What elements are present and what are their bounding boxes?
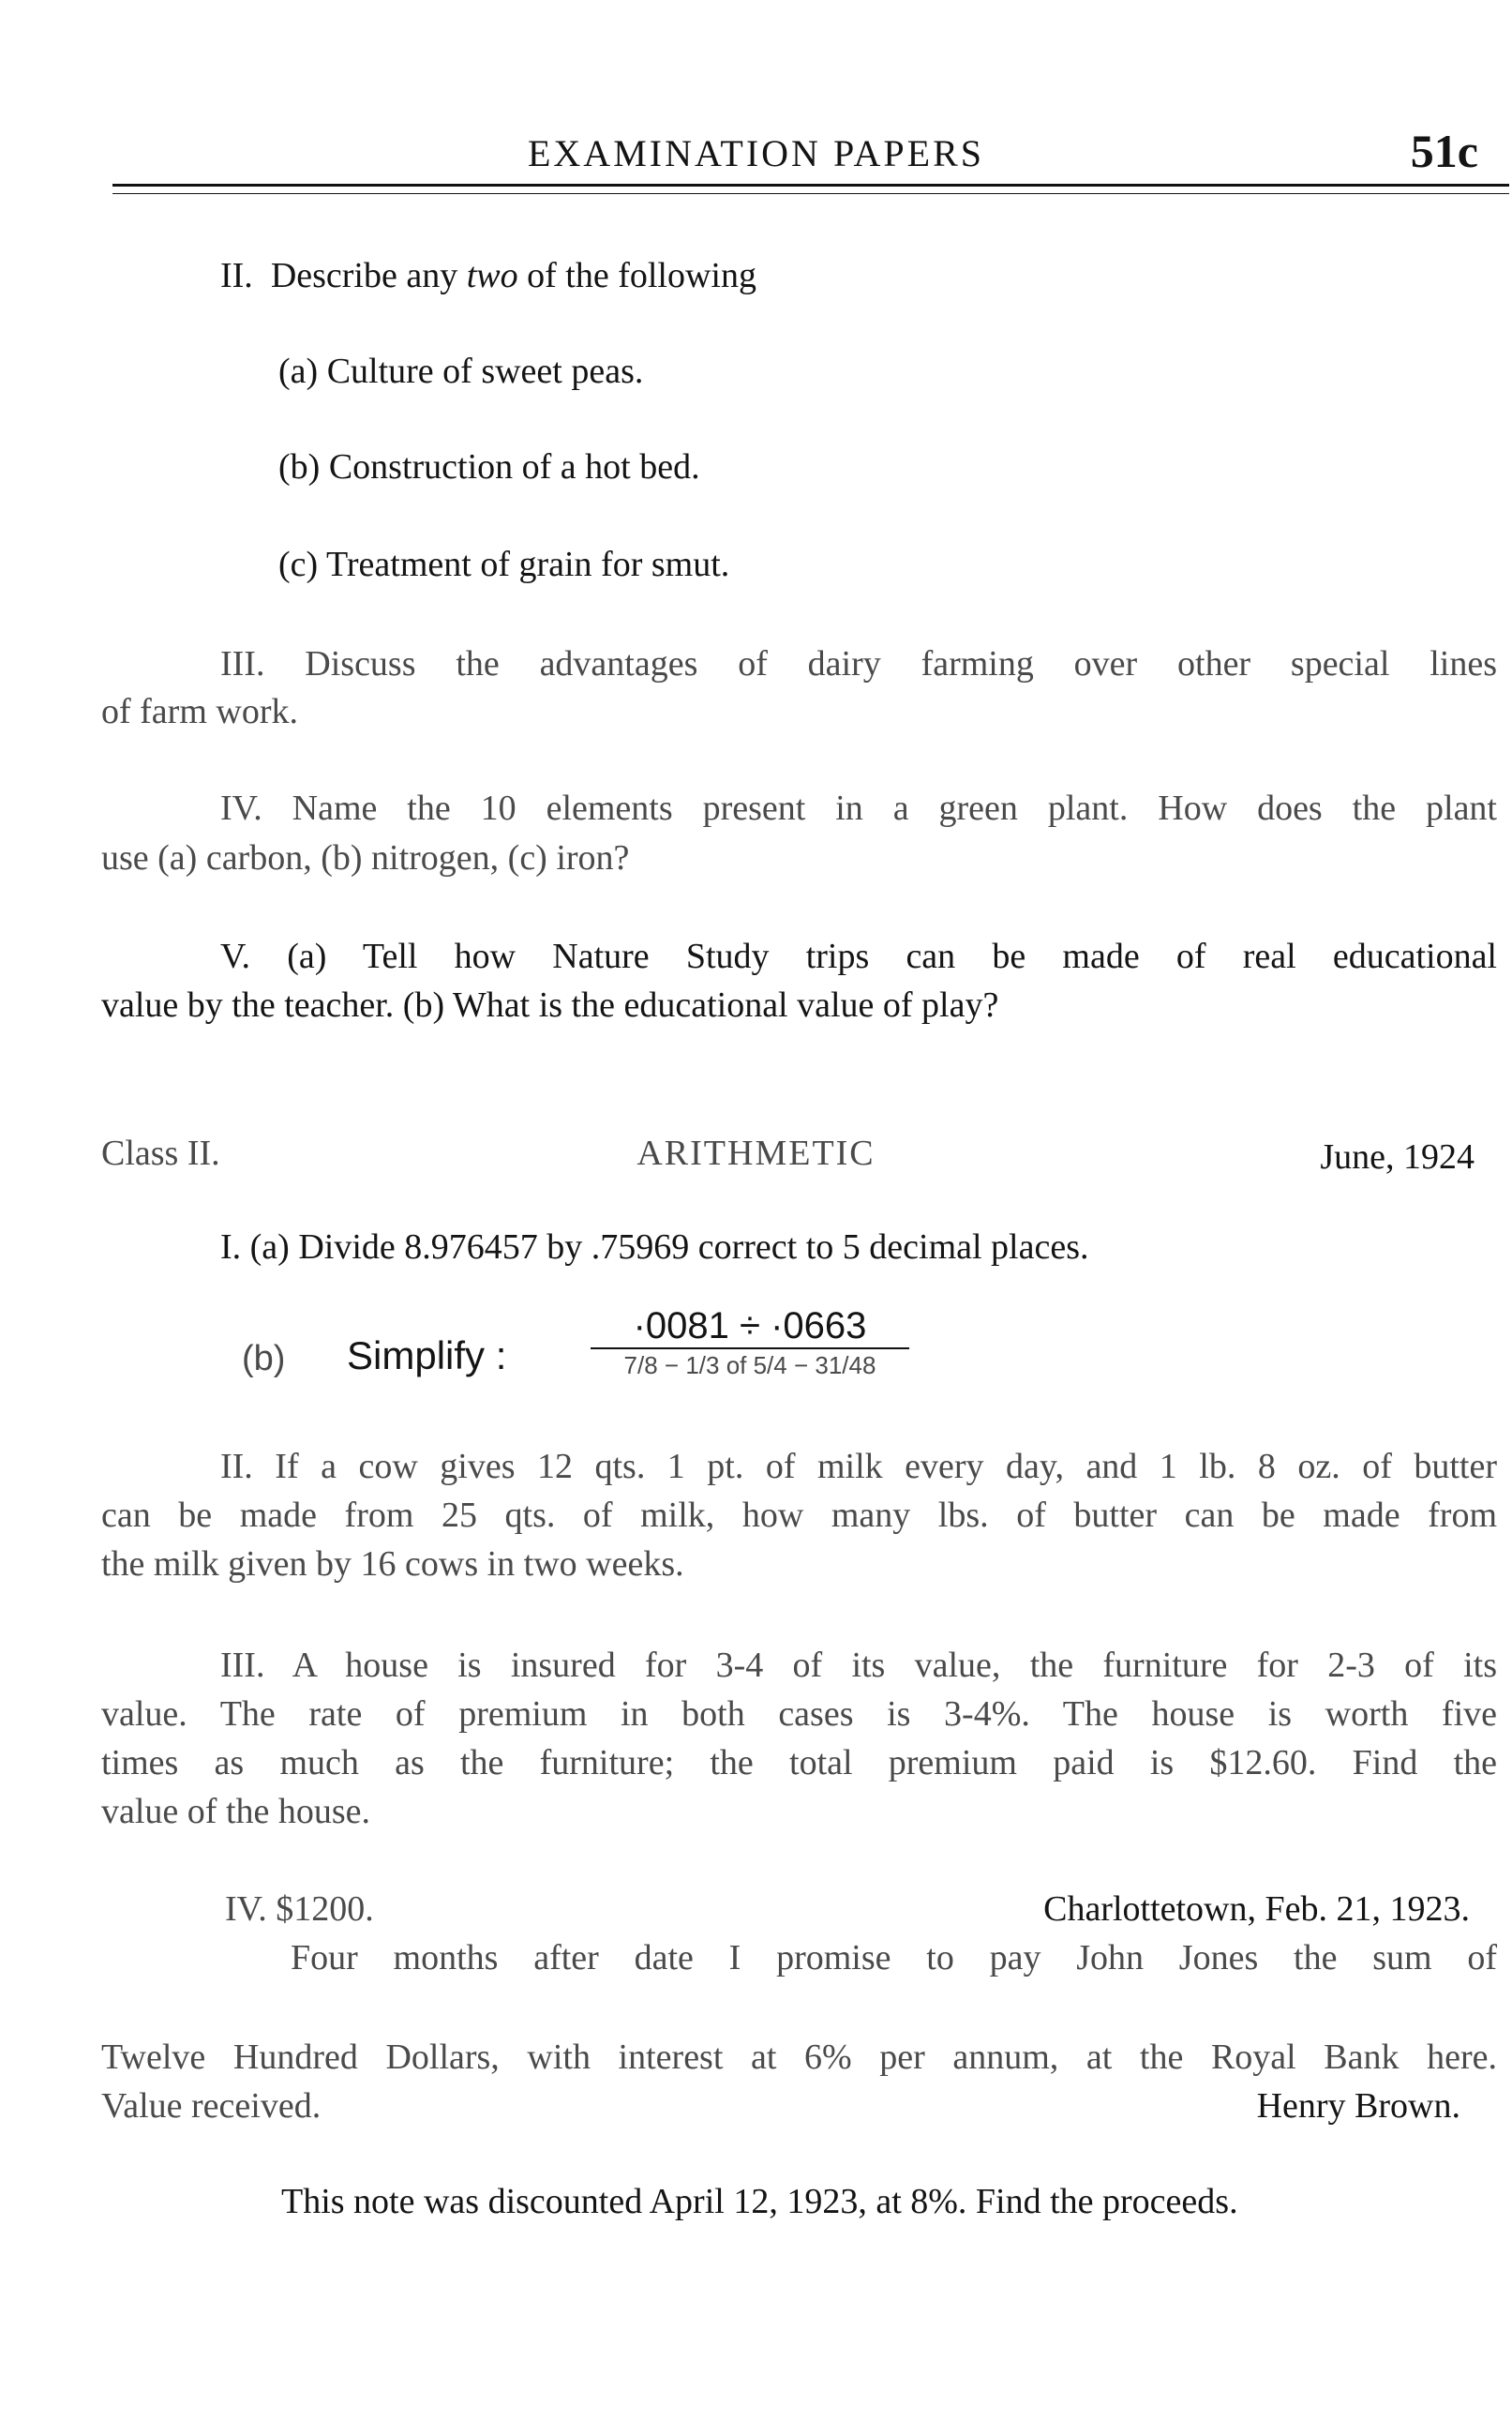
header-title: EXAMINATION PAPERS	[527, 132, 985, 174]
note-line-3: Value received.	[101, 2086, 322, 2126]
note-line-4: This note was discounted April 12, 1923, at 8%. Find the proceeds.	[281, 2182, 1238, 2221]
arith-question-3-line-2: value. The rate of premium in both cases is 3-4%. The house is worth five	[101, 1694, 1497, 1734]
note-line-1: Four months after date I promise to pay John Jones the sum of	[291, 1938, 1497, 1977]
class-label: Class II.	[101, 1134, 220, 1173]
question-number: II.	[220, 256, 253, 295]
fraction-numerator: ·0081 ÷ ·0663	[633, 1305, 867, 1346]
list-item: (c) Treatment of grain for smut.	[278, 545, 730, 584]
arith-question-1a: I. (a) Divide 8.976457 by .75969 correct to 5 decimal places.	[220, 1227, 1089, 1267]
note-place-date: Charlottetown, Feb. 21, 1923.	[1043, 1889, 1470, 1929]
note-signature: Henry Brown.	[1256, 2086, 1460, 2126]
header-rule	[112, 184, 1509, 187]
question-2: II. Describe any two of the following	[220, 256, 756, 295]
question-4-line-2: use (a) carbon, (b) nitrogen, (c) iron?	[101, 838, 630, 878]
emphasis-word: two	[466, 256, 518, 295]
list-item: (a) Culture of sweet peas.	[278, 352, 644, 391]
arith-question-2-line-1: II. If a cow gives 12 qts. 1 pt. of milk every day, and 1 lb. 8 oz. of butter	[220, 1447, 1497, 1486]
arith-question-3-line-1: III. A house is insured for 3-4 of its value, the furniture for 2-3 of its	[220, 1646, 1497, 1685]
list-item: (b) Construction of a hot bed.	[278, 447, 700, 487]
simplify-word: Simplify :	[347, 1333, 507, 1377]
note-line-2: Twelve Hundred Dollars, with interest at 6% per annum, at the Royal Bank here.	[101, 2038, 1497, 2077]
simplify-fraction	[591, 1305, 909, 1380]
arith-question-2-line-3: the milk given by 16 cows in two weeks.	[101, 1544, 684, 1584]
fraction-denominator: 7/8 − 1/3 of 5/4 − 31/48	[623, 1351, 876, 1379]
arith-question-2-line-2: can be made from 25 qts. of milk, how many lbs. of butter can be made from	[101, 1496, 1497, 1535]
question-5-line-1: V. (a) Tell how Nature Study trips can be made of real educational	[220, 937, 1497, 976]
exam-date: June, 1924	[1320, 1137, 1475, 1177]
note-number-amount: IV. $1200.	[225, 1889, 374, 1929]
question-4-line-1: IV. Name the 10 elements present in a green plant. How does the plant	[220, 789, 1497, 828]
arith-question-3-line-3: times as much as the furniture; the total premium paid is $12.60. Find the	[101, 1743, 1497, 1782]
question-5-line-2: value by the teacher. (b) What is the educational value of play?	[101, 985, 999, 1025]
page-number: 51c	[1410, 125, 1478, 177]
arith-question-1b-label: (b)	[242, 1339, 286, 1378]
header-rule-thin	[112, 193, 1509, 194]
question-3-line-2: of farm work.	[101, 692, 298, 731]
arith-question-3-line-4: value of the house.	[101, 1792, 371, 1831]
fraction-bar	[591, 1347, 909, 1349]
subject-title: ARITHMETIC	[636, 1134, 876, 1173]
question-3-line-1: III. Discuss the advantages of dairy farming over other special lines	[220, 644, 1497, 684]
